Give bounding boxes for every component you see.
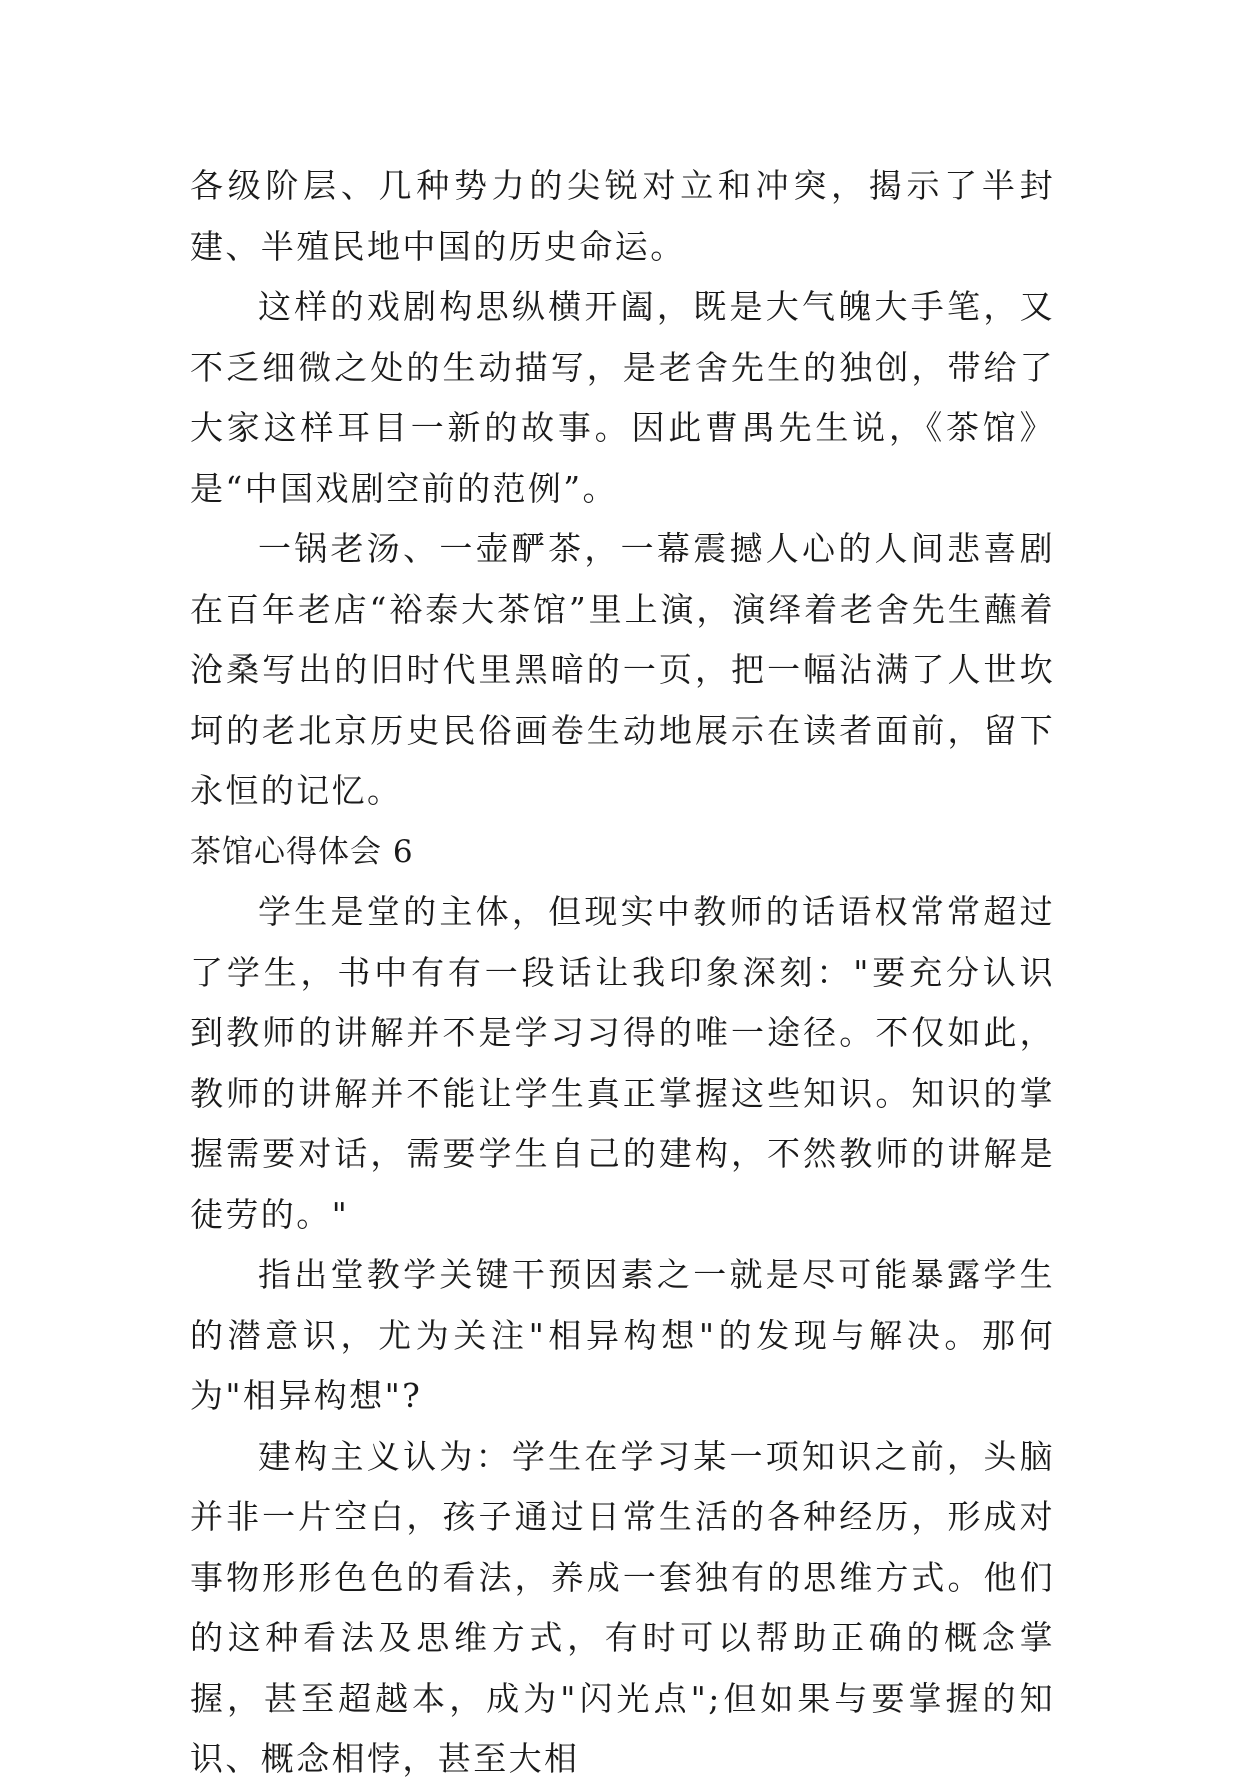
section-paragraph-3: 建构主义认为：学生在学习某一项知识之前，头脑并非一片空白，孩子通过日常生活的各种经历，形成对事物形形色色的看法，养成一套独有的思维方式。他们的这种看法及思维方式，有时可以帮助正确的概念掌握，甚至超越本，成为"闪光点";但如果与要掌握的知识、概念相悖，甚至大相 [190, 1436, 1055, 1778]
paragraph-3: 一锅老汤、一壶酽茶，一幕震撼人心的人间悲喜剧在百年老店“裕泰大茶馆”里上演，演绎着老舍先生蘸着沧桑写出的旧时代里黑暗的一页，把一幅沾满了人世坎坷的老北京历史民俗画卷生动地展示在读者面前，留下永恒的记忆。 [190, 529, 1055, 810]
section-paragraph-2: 指出堂教学关键干预因素之一就是尽可能暴露学生的潜意识，尤为关注"相异构想"的发现与解决。那何为"相异构想"? [190, 1255, 1055, 1415]
section-paragraph-1: 学生是堂的主体，但现实中教师的话语权常常超过了学生，书中有有一段话让我印象深刻："要充分认识到教师的讲解并不是学习习得的唯一途径。不仅如此，教师的讲解并不能让学生真正掌握这些知识。知识的掌握需要对话，需要学生自己的建构，不然教师的讲解是徒劳的。" [190, 892, 1055, 1234]
paragraph-2: 这样的戏剧构思纵横开阖，既是大气魄大手笔，又不乏细微之处的生动描写，是老舍先生的独创，带给了大家这样耳目一新的故事。因此曹禺先生说，《茶馆》是“中国戏剧空前的范例”。 [190, 287, 1055, 508]
section-heading: 茶馆心得体会 6 [190, 833, 414, 870]
document-body [190, 156, 1055, 1790]
paragraph-1: 各级阶层、几种势力的尖锐对立和冲突，揭示了半封建、半殖民地中国的历史命运。 [190, 166, 1055, 266]
